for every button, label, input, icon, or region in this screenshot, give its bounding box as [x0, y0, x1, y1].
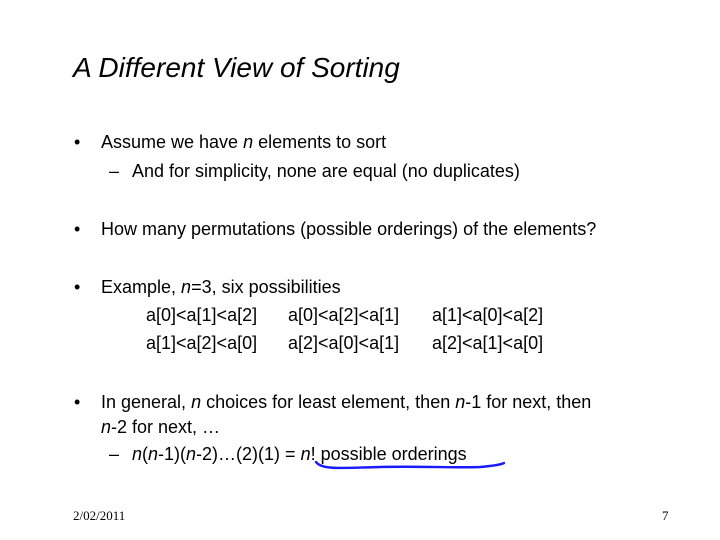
text: Assume we have: [101, 132, 244, 152]
bullet-permutations: How many permutations (possible orderings) of the elements?: [101, 219, 597, 239]
var-n: n: [243, 132, 254, 152]
text: elements to sort: [253, 132, 387, 152]
dash-marker: –: [109, 444, 120, 464]
text: choices for least element, then: [201, 392, 456, 412]
text: ! possible orderings: [310, 444, 467, 464]
text: -2 for next, …: [111, 417, 221, 437]
text: In general,: [101, 392, 192, 412]
permutation: a[2]<a[0]<a[1]: [288, 333, 400, 353]
var-n: n: [101, 417, 112, 437]
footer-date: 2/02/2011: [73, 508, 126, 523]
slide-title: A Different View of Sorting: [73, 52, 400, 83]
permutation: a[1]<a[0]<a[2]: [432, 305, 544, 325]
text: -1 for next, then: [465, 392, 592, 412]
var-n: n: [186, 444, 197, 464]
var-n: n: [181, 277, 192, 297]
var-n: n: [191, 392, 202, 412]
page-number: 7: [662, 508, 669, 523]
bullet-marker: •: [74, 219, 81, 239]
permutation: a[0]<a[2]<a[1]: [288, 305, 400, 325]
bullet-marker: •: [74, 392, 81, 412]
var-n: n: [455, 392, 466, 412]
text: -1)(: [158, 444, 187, 464]
text: =3, six possibilities: [191, 277, 341, 297]
permutation: a[0]<a[1]<a[2]: [146, 305, 258, 325]
var-n: n: [300, 444, 311, 464]
dash-marker: –: [109, 161, 120, 181]
text: (: [142, 444, 149, 464]
text: -2)…(2)(1) =: [196, 444, 301, 464]
text: Example,: [101, 277, 182, 297]
var-n: n: [132, 444, 143, 464]
bullet-marker: •: [74, 277, 81, 297]
bullet-marker: •: [74, 132, 81, 152]
permutation: a[1]<a[2]<a[0]: [146, 333, 258, 353]
permutation: a[2]<a[1]<a[0]: [432, 333, 544, 353]
sub-bullet-simplicity: And for simplicity, none are equal (no duplicates): [132, 161, 520, 181]
var-n: n: [148, 444, 159, 464]
